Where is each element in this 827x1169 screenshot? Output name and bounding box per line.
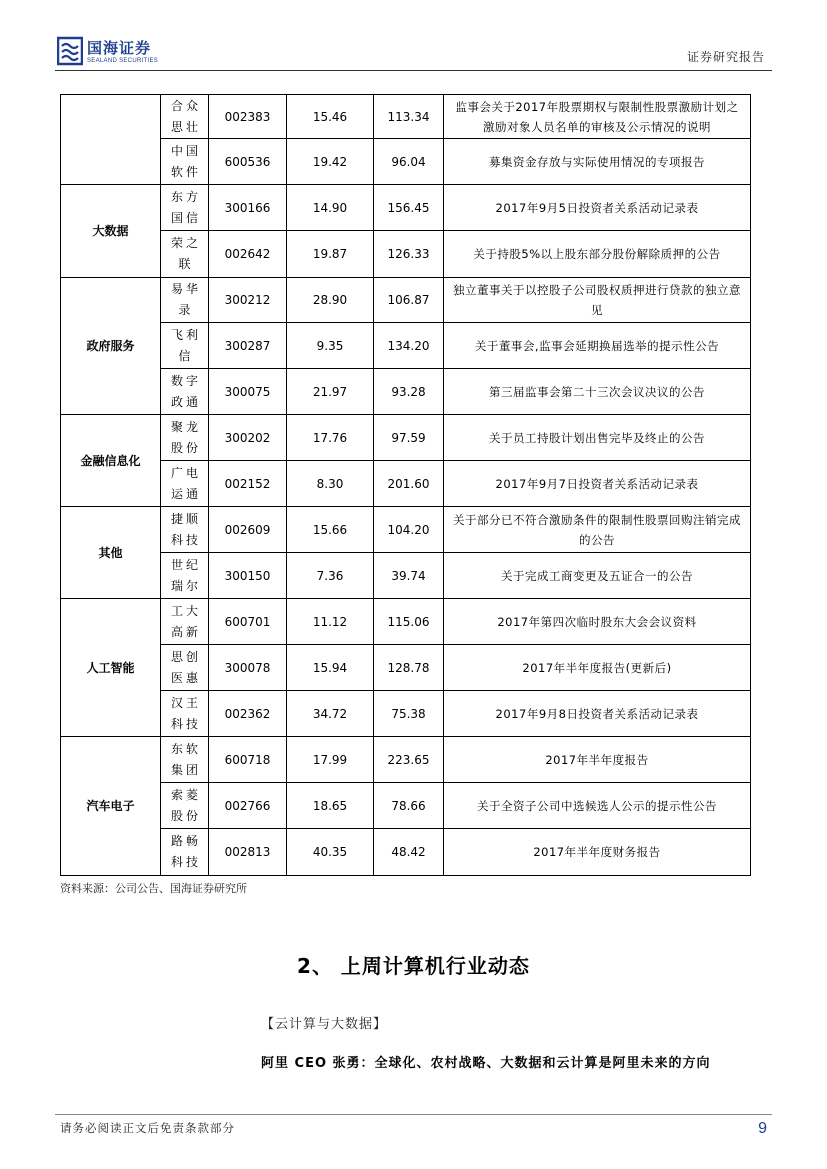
category-cell [61, 95, 161, 185]
report-type-label: 证券研究报告 [686, 50, 765, 64]
stock-code-cell: 002383 [209, 95, 287, 139]
price-cell: 17.76 [287, 415, 374, 461]
market-cap-cell: 104.20 [374, 507, 444, 553]
market-cap-cell: 96.04 [374, 139, 444, 185]
company-name-cell: 思创医惠 [161, 645, 209, 691]
market-cap-cell: 113.34 [374, 95, 444, 139]
logo-name-cn: 国海证券 [87, 39, 152, 57]
stock-code-cell: 002813 [209, 829, 287, 876]
logo-name-en: SEALAND SECURITIES [87, 58, 159, 64]
market-cap-cell: 223.65 [374, 737, 444, 783]
table-source-note: 资料来源：公司公告、国海证券研究所 [60, 882, 247, 895]
price-cell: 7.36 [287, 553, 374, 599]
market-cap-cell: 128.78 [374, 645, 444, 691]
company-name-cell: 荣之联 [161, 231, 209, 278]
announcement-cell: 2017年第四次临时股东大会会议资料 [444, 599, 751, 645]
category-cell: 汽车电子 [61, 737, 161, 876]
announcement-cell: 募集资金存放与实际使用情况的专项报告 [444, 139, 751, 185]
market-cap-cell: 201.60 [374, 461, 444, 507]
announcement-cell: 关于部分已不符合激励条件的限制性股票回购注销完成的公告 [444, 507, 751, 553]
price-cell: 15.46 [287, 95, 374, 139]
price-cell: 28.90 [287, 278, 374, 323]
market-cap-cell: 106.87 [374, 278, 444, 323]
company-name-cell: 中国软件 [161, 139, 209, 185]
announcement-cell: 关于全资子公司中选候选人公示的提示性公告 [444, 783, 751, 829]
stock-code-cell: 300202 [209, 415, 287, 461]
market-cap-cell: 93.28 [374, 369, 444, 415]
table-row [61, 599, 751, 645]
market-cap-cell: 48.42 [374, 829, 444, 876]
price-cell: 14.90 [287, 185, 374, 231]
market-cap-cell: 75.38 [374, 691, 444, 737]
table-row [61, 783, 751, 829]
disclaimer-text: 请务必阅读正文后免责条款部分 [60, 1121, 235, 1135]
company-name-cell: 汉王科技 [161, 691, 209, 737]
table-row [61, 369, 751, 415]
market-cap-cell: 134.20 [374, 323, 444, 369]
company-name-cell: 广电运通 [161, 461, 209, 507]
stock-code-cell: 300075 [209, 369, 287, 415]
company-name-cell: 数字政通 [161, 369, 209, 415]
announcement-cell: 关于董事会,监事会延期换届选举的提示性公告 [444, 323, 751, 369]
category-cell: 其他 [61, 507, 161, 599]
price-cell: 40.35 [287, 829, 374, 876]
announcement-cell: 2017年9月7日投资者关系活动记录表 [444, 461, 751, 507]
category-cell: 政府服务 [61, 278, 161, 415]
stock-code-cell: 300150 [209, 553, 287, 599]
stock-code-cell: 300212 [209, 278, 287, 323]
stock-code-cell: 300078 [209, 645, 287, 691]
category-cell: 金融信息化 [61, 415, 161, 507]
announcement-cell: 2017年9月8日投资者关系活动记录表 [444, 691, 751, 737]
price-cell: 15.94 [287, 645, 374, 691]
company-name-cell: 聚龙股份 [161, 415, 209, 461]
table-row [61, 829, 751, 876]
market-cap-cell: 78.66 [374, 783, 444, 829]
company-name-cell: 合众思壮 [161, 95, 209, 139]
company-name-cell: 飞利信 [161, 323, 209, 369]
announcement-cell: 关于员工持股计划出售完毕及终止的公告 [444, 415, 751, 461]
market-cap-cell: 97.59 [374, 415, 444, 461]
price-cell: 9.35 [287, 323, 374, 369]
footer-divider [55, 1114, 772, 1115]
company-announcement-table [60, 94, 751, 876]
table-row [61, 415, 751, 461]
announcement-cell: 2017年半年度财务报告 [444, 829, 751, 876]
stock-code-cell: 002609 [209, 507, 287, 553]
market-cap-cell: 39.74 [374, 553, 444, 599]
stock-code-cell: 002642 [209, 231, 287, 278]
price-cell: 21.97 [287, 369, 374, 415]
company-name-cell: 索菱股份 [161, 783, 209, 829]
page-header [0, 0, 827, 80]
table-row [61, 691, 751, 737]
company-name-cell: 工大高新 [161, 599, 209, 645]
table-row [61, 231, 751, 278]
table-row [61, 139, 751, 185]
news-headline: 阿里 CEO 张勇：全球化、农村战略、大数据和云计算是阿里未来的方向 [261, 1056, 711, 1071]
section-title: 2、 上周计算机行业动态 [297, 954, 530, 978]
price-cell: 19.87 [287, 231, 374, 278]
table-row [61, 737, 751, 783]
header-divider [55, 70, 772, 71]
price-cell: 8.30 [287, 461, 374, 507]
company-name-cell: 捷顺科技 [161, 507, 209, 553]
price-cell: 34.72 [287, 691, 374, 737]
market-cap-cell: 126.33 [374, 231, 444, 278]
price-cell: 15.66 [287, 507, 374, 553]
stock-code-cell: 600701 [209, 599, 287, 645]
stock-code-cell: 002362 [209, 691, 287, 737]
stock-code-cell: 600536 [209, 139, 287, 185]
page-number: 9 [758, 1120, 767, 1137]
announcement-cell: 2017年9月5日投资者关系活动记录表 [444, 185, 751, 231]
price-cell: 18.65 [287, 783, 374, 829]
price-cell: 19.42 [287, 139, 374, 185]
company-name-cell: 世纪瑞尔 [161, 553, 209, 599]
table-row [61, 461, 751, 507]
announcement-cell: 2017年半年度报告 [444, 737, 751, 783]
category-cell: 人工智能 [61, 599, 161, 737]
market-cap-cell: 115.06 [374, 599, 444, 645]
table-row [61, 553, 751, 599]
stock-code-cell: 300287 [209, 323, 287, 369]
table-row [61, 323, 751, 369]
market-cap-cell: 156.45 [374, 185, 444, 231]
announcement-cell: 2017年半年度报告(更新后) [444, 645, 751, 691]
price-cell: 17.99 [287, 737, 374, 783]
company-name-cell: 东方国信 [161, 185, 209, 231]
announcement-cell: 独立董事关于以控股子公司股权质押进行贷款的独立意见 [444, 278, 751, 323]
announcement-cell: 第三届监事会第二十三次会议决议的公告 [444, 369, 751, 415]
table-row [61, 645, 751, 691]
subsection-label: 【云计算与大数据】 [261, 1017, 388, 1032]
table-row [61, 185, 751, 231]
announcement-cell: 监事会关于2017年股票期权与限制性股票激励计划之激励对象人员名单的审核及公示情况的说明 [444, 95, 751, 139]
company-name-cell: 路畅科技 [161, 829, 209, 876]
announcement-cell: 关于完成工商变更及五证合一的公告 [444, 553, 751, 599]
stock-code-cell: 002766 [209, 783, 287, 829]
sealand-logo-icon [57, 36, 83, 66]
table-row [61, 278, 751, 323]
price-cell: 11.12 [287, 599, 374, 645]
table-row [61, 95, 751, 139]
category-cell: 大数据 [61, 185, 161, 278]
company-logo [57, 36, 197, 72]
company-name-cell: 东软集团 [161, 737, 209, 783]
stock-code-cell: 600718 [209, 737, 287, 783]
company-name-cell: 易华录 [161, 278, 209, 323]
stock-code-cell: 002152 [209, 461, 287, 507]
announcement-cell: 关于持股5%以上股东部分股份解除质押的公告 [444, 231, 751, 278]
stock-code-cell: 300166 [209, 185, 287, 231]
table-row [61, 507, 751, 553]
